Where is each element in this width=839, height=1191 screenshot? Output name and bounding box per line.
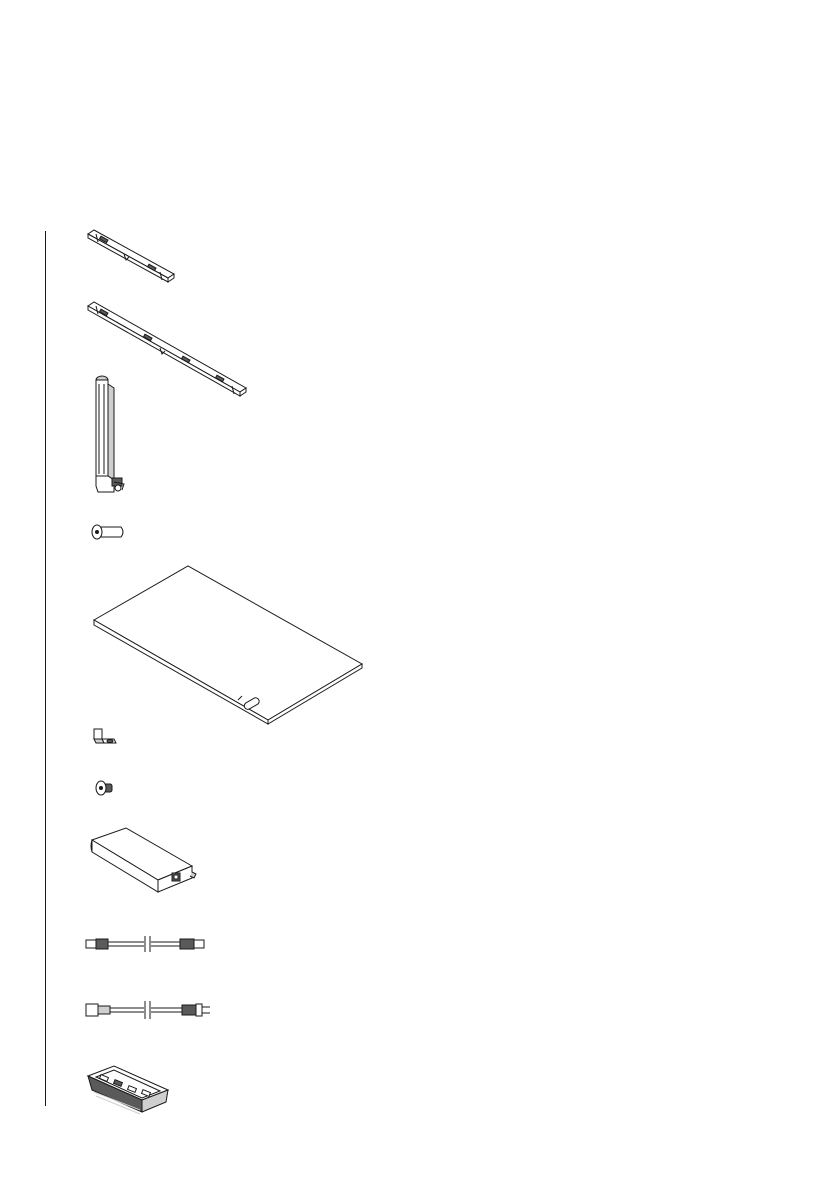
extension-cable-icon [84,934,210,954]
bolt-icon [88,522,126,542]
control-panel-icon [84,1062,172,1120]
desktop-panel-icon [92,564,366,726]
power-cord-icon [84,998,216,1022]
bracket-icon [92,727,118,747]
screw-icon [92,778,116,798]
short-crossbar-icon [86,226,176,284]
left-margin-rule [45,231,46,1106]
leg-column-icon [90,374,132,498]
power-supply-icon [88,826,196,896]
